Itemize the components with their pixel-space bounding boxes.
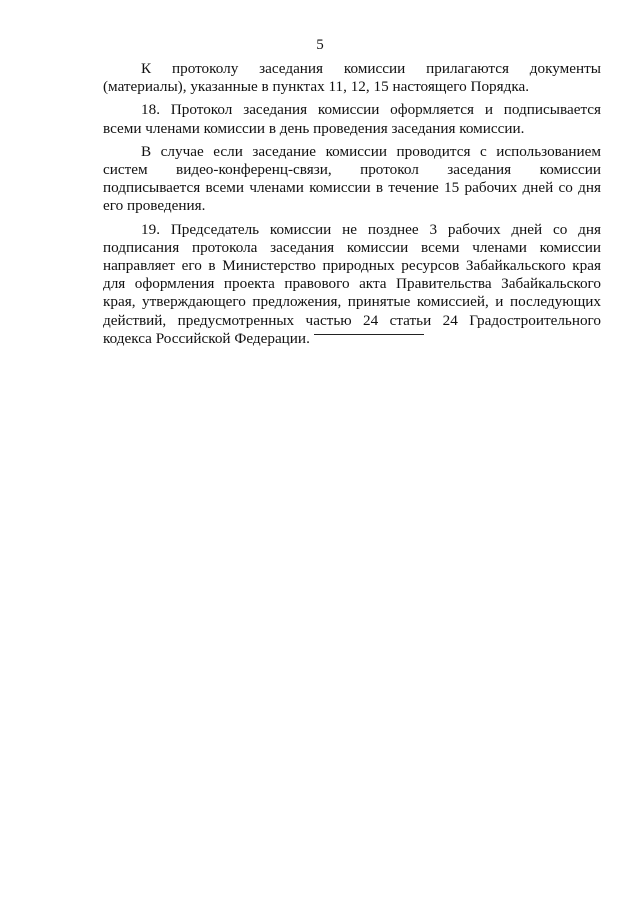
end-of-document-line bbox=[314, 334, 424, 335]
paragraph-attachments: К протоколу заседания комиссии прилагаются документы (материалы), указанные в пунктах 11, 12, 15 настоящего Порядка. bbox=[103, 60, 601, 96]
document-body bbox=[103, 60, 601, 353]
paragraph-videoconference: В случае если заседание комиссии проводится с использованием систем видео-конференц-связи, протокол заседания комиссии подписывается всеми членами комиссии в течение 15 рабочих дней со дня его проведения. bbox=[103, 142, 601, 215]
paragraph-19: 19. Председатель комиссии не позднее 3 рабочих дней со дня подписания протокола заседания комиссии всеми членами комиссии направляет его в Министерство природных ресурсов Забайкальского края для оформления проекта правового акта Правительства Забайкальского края, утверждающего предложения, принятые комиссией, и последующих действий, предусмотренных частью 24 статьи 24 Градостроительного кодекса Российской Федерации. bbox=[103, 220, 601, 347]
page-number: 5 bbox=[316, 37, 324, 53]
paragraph-18: 18. Протокол заседания комиссии оформляется и подписывается всеми членами комиссии в день проведения заседания комиссии. bbox=[103, 101, 601, 137]
